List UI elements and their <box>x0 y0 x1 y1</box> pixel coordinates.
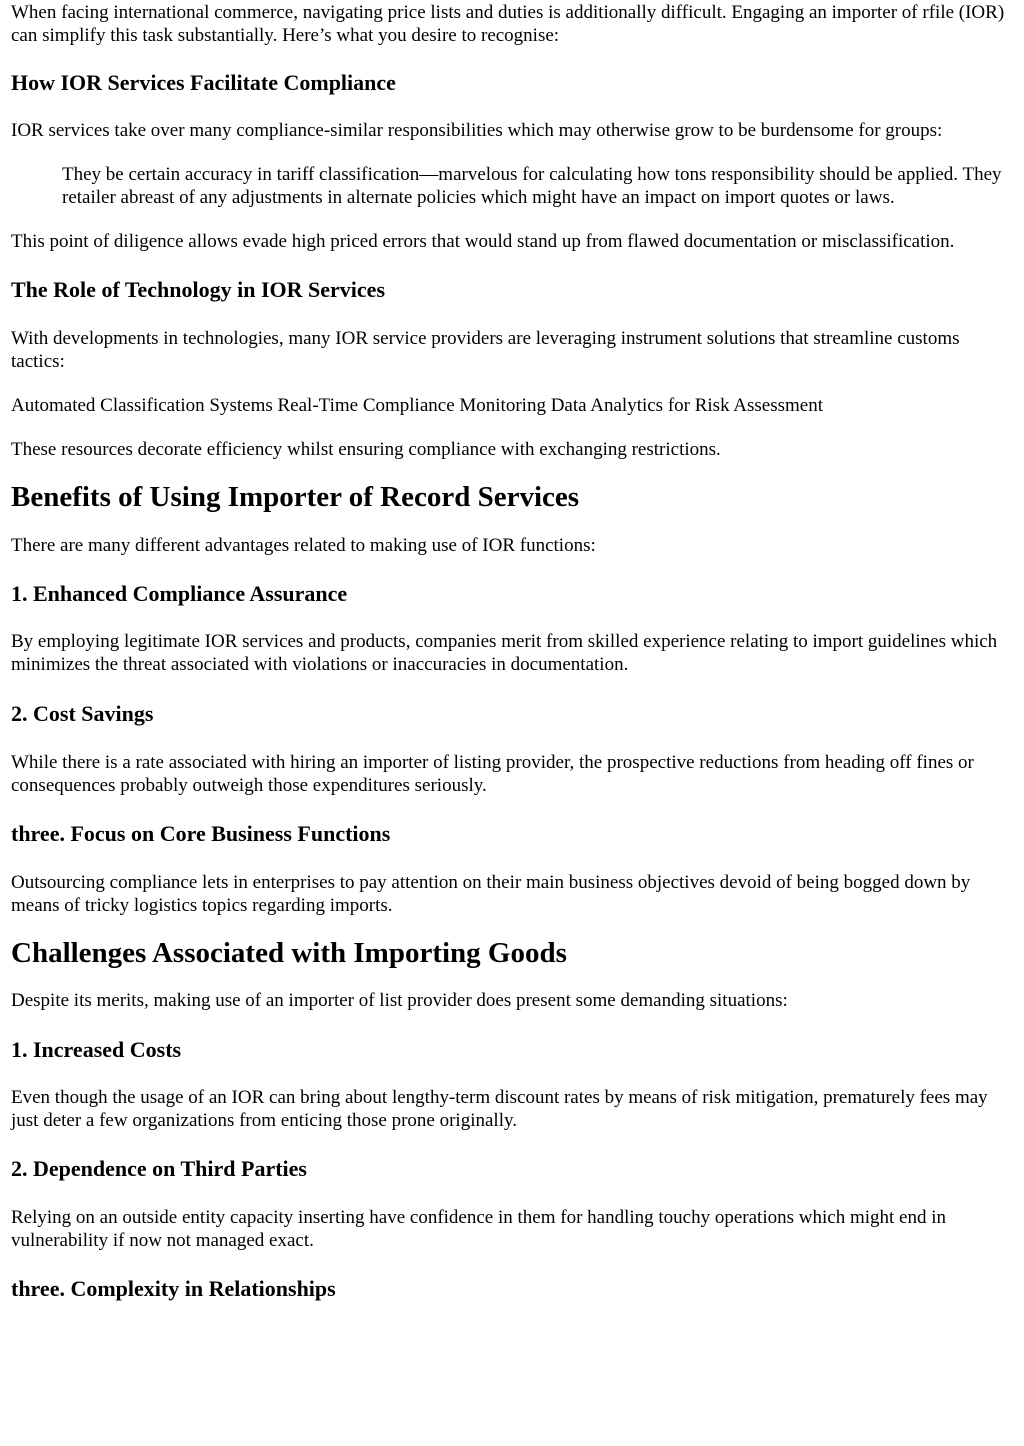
technology-outro: These resources decorate efficiency whilst ensuring compliance with exchanging restrictions. <box>11 439 721 460</box>
benefits-heading: Benefits of Using Importer of Record Services <box>11 481 580 513</box>
technology-list: Automated Classification Systems Real-Time Compliance Monitoring Data Analytics for Risk Assessment <box>11 395 823 416</box>
challenge-2-text: Relying on an outside entity capacity inserting have confidence in them for handling touchy operations which might end in vulnerability if now not managed exact. <box>11 1207 946 1251</box>
challenge-1-heading: 1. Increased Costs <box>11 1037 182 1062</box>
technology-intro: With developments in technologies, many IOR service providers are leveraging instrument solutions that streamline customs tactics: <box>11 328 960 372</box>
compliance-outro: This point of diligence allows evade high priced errors that would stand up from flawed documentation or misclassification. <box>11 231 955 252</box>
benefit-1-text: By employing legitimate IOR services and products, companies merit from skilled experience relating to import guidelines which minimizes the threat associated with violations or inaccuracies in documentation. <box>11 631 998 675</box>
challenge-3-heading: three. Complexity in Relationships <box>11 1276 336 1301</box>
compliance-intro: IOR services take over many compliance-similar responsibilities which may otherwise grow to be burdensome for groups: <box>11 120 943 141</box>
benefit-2-text: While there is a rate associated with hiring an importer of listing provider, the prospective reductions from heading off fines or consequences probably outweigh those expenditures seriously. <box>11 752 974 796</box>
benefit-1-heading: 1. Enhanced Compliance Assurance <box>11 581 348 606</box>
intro-paragraph: When facing international commerce, navigating price lists and duties is additionally difficult. Engaging an importer of rfile (IOR) can simplify this task substantially. Here’s what you desire to recognise: <box>11 2 1005 46</box>
benefits-intro: There are many different advantages related to making use of IOR functions: <box>11 535 596 556</box>
challenges-intro: Despite its merits, making use of an importer of list provider does present some demanding situations: <box>11 990 788 1011</box>
benefit-3-heading: three. Focus on Core Business Functions <box>11 821 391 846</box>
challenges-heading: Challenges Associated with Importing Goods <box>11 937 567 969</box>
technology-heading: The Role of Technology in IOR Services <box>11 277 386 302</box>
benefit-2-heading: 2. Cost Savings <box>11 701 154 726</box>
compliance-quote-text: They be certain accuracy in tariff classification—marvelous for calculating how tons responsibility should be applied. They retailer abreast of any adjustments in alternate policies which might have an impact on import quotes or laws. <box>62 164 1002 208</box>
challenge-1-text: Even though the usage of an IOR can bring about lengthy-term discount rates by means of risk mitigation, prematurely fees may just deter a few organizations from enticing those prone originally. <box>11 1087 988 1131</box>
compliance-quote <box>62 163 1014 209</box>
compliance-heading: How IOR Services Facilitate Compliance <box>11 70 396 95</box>
benefit-3-text: Outsourcing compliance lets in enterprises to pay attention on their main business objectives devoid of being bogged down by means of tricky logistics topics regarding imports. <box>11 872 971 916</box>
challenge-2-heading: 2. Dependence on Third Parties <box>11 1156 307 1181</box>
